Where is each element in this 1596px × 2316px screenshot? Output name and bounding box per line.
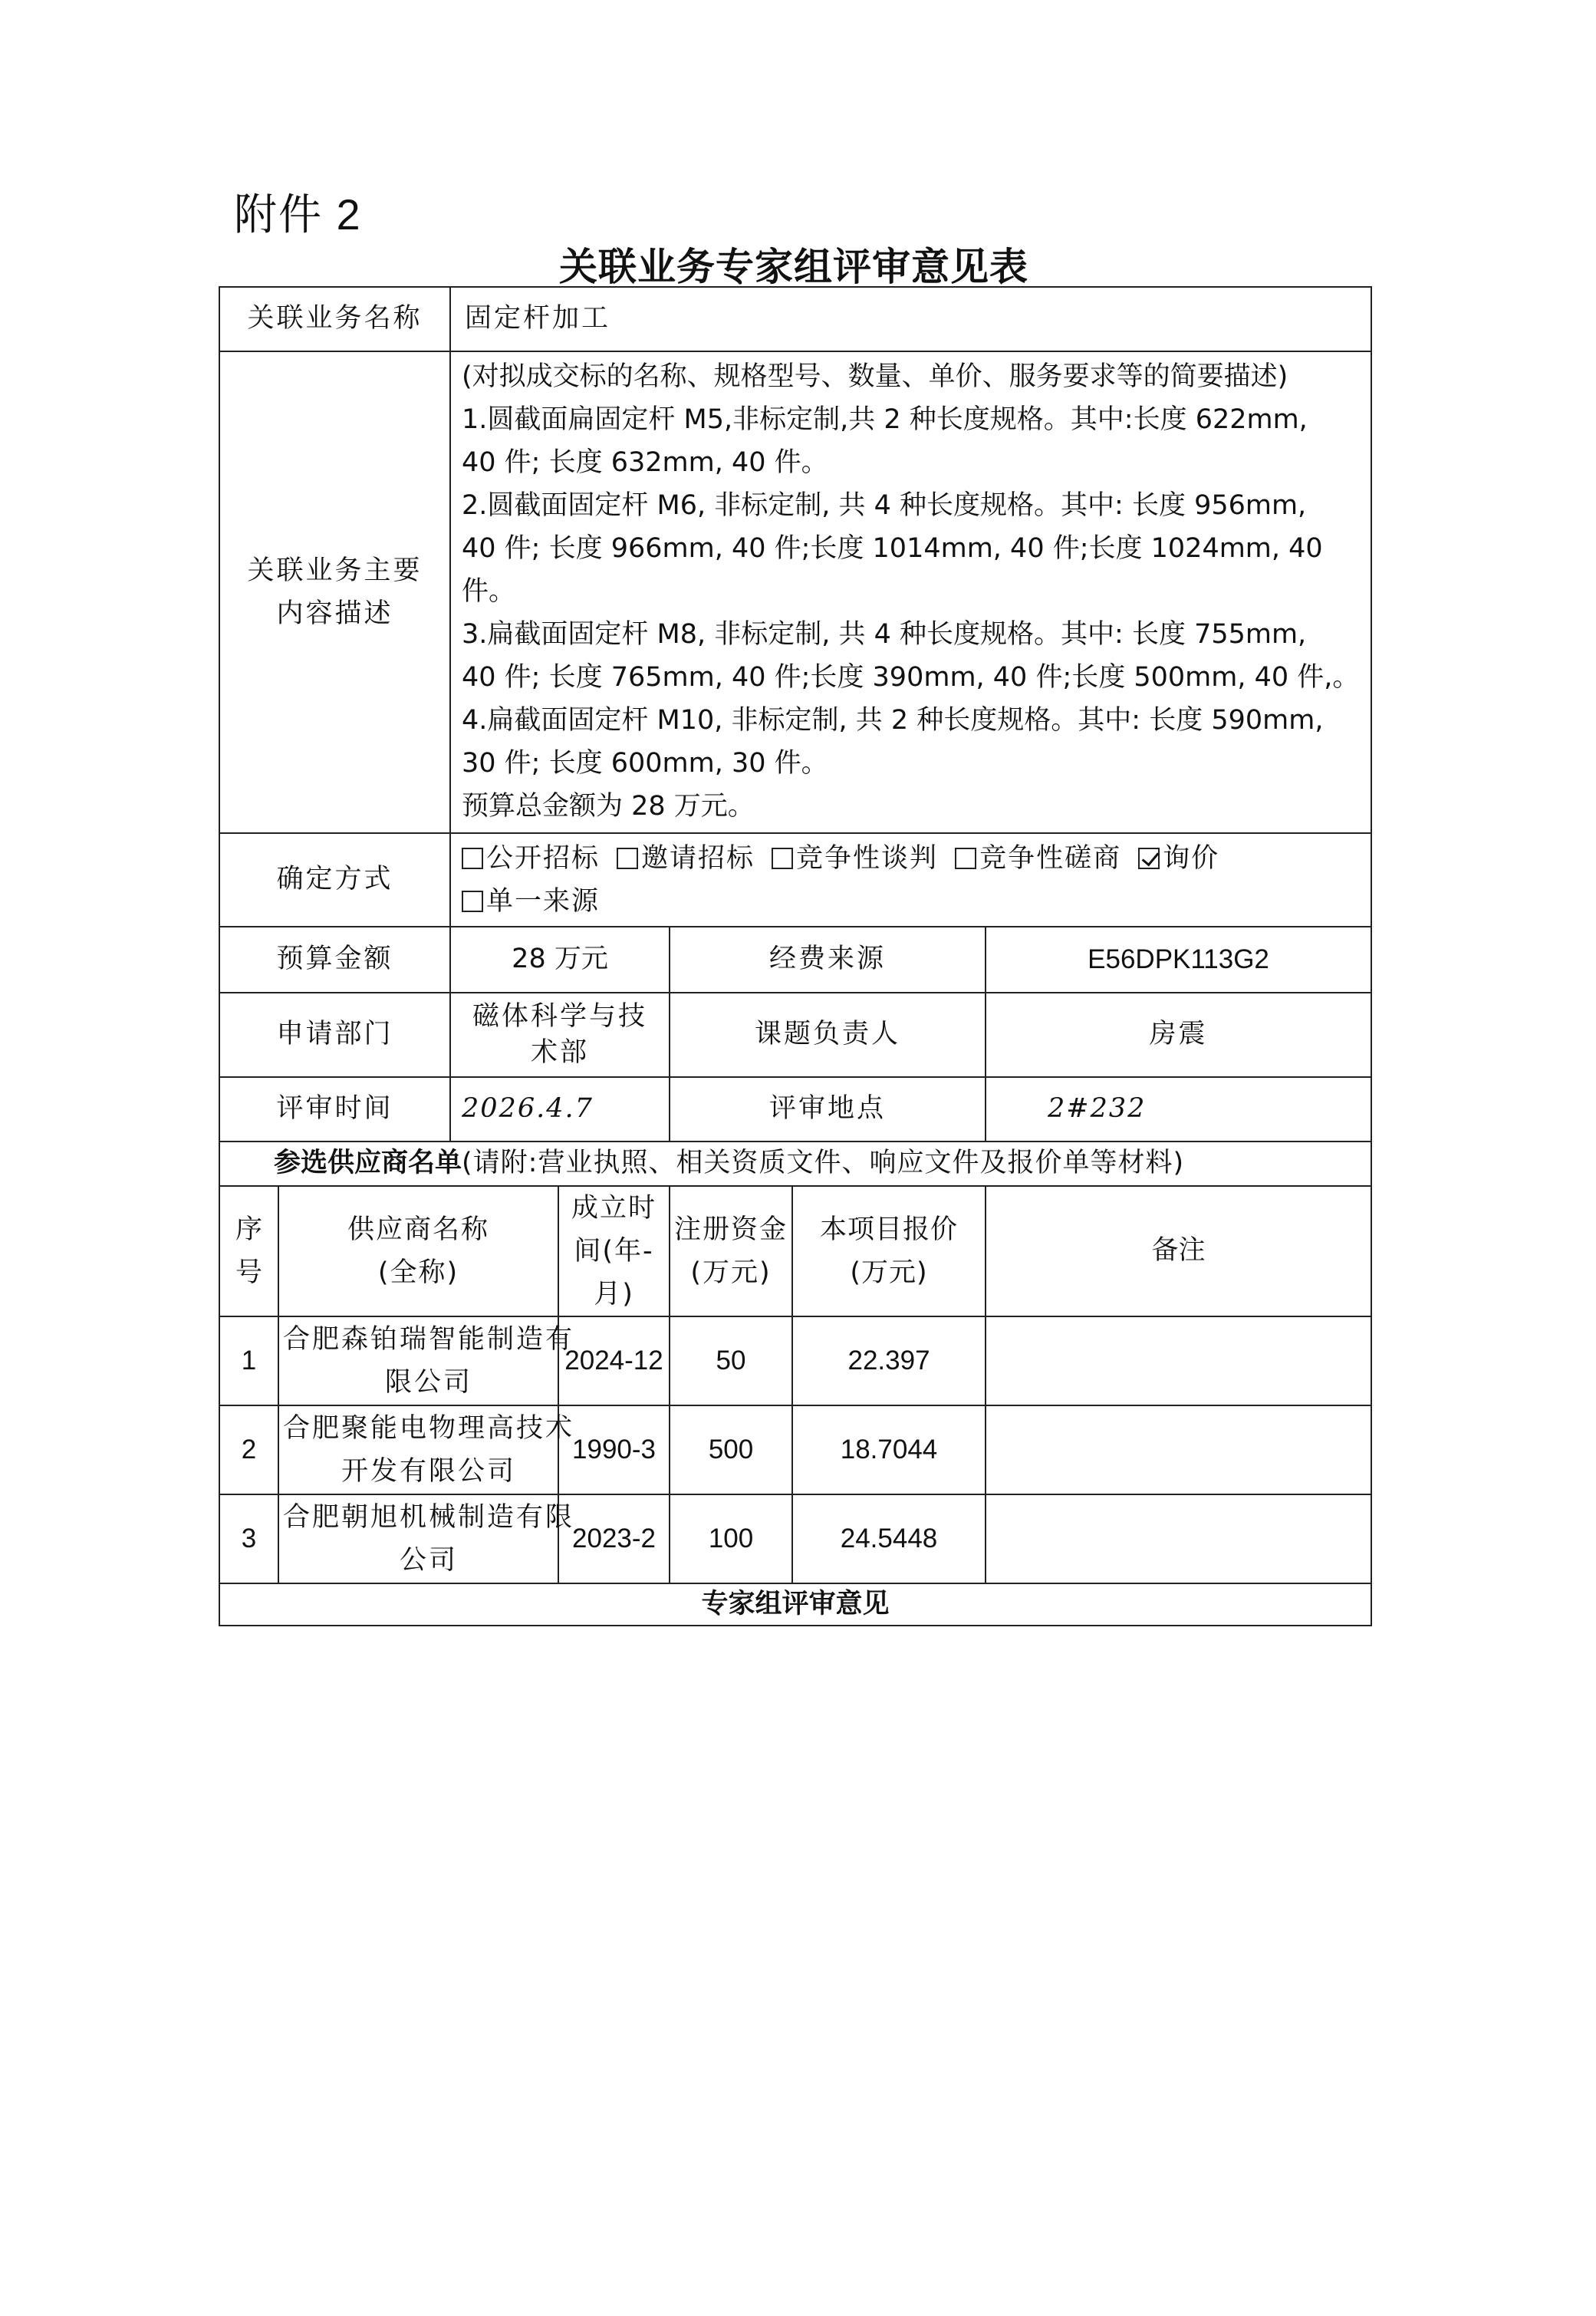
supplier-capital: 100 (670, 1494, 792, 1583)
supplier-remark (986, 1405, 1371, 1494)
method-label: 确定方式 (219, 833, 450, 927)
budget-label: 预算金额 (219, 927, 450, 993)
review-time-row (219, 1077, 1371, 1142)
col-header-founded: 成立时间(年-月) (558, 1186, 670, 1316)
attachment-label: 附件 2 (234, 190, 362, 239)
col-header-no: 序号 (219, 1186, 278, 1316)
description-line: 40 件; 长度 632mm, 40 件。 (462, 447, 828, 478)
supplier-row (219, 1316, 1371, 1405)
supplier-name: 合肥朝旭机械制造有限公司 (278, 1494, 558, 1583)
fund-source-value: E56DPK113G2 (986, 927, 1371, 993)
review-time-label: 评审时间 (219, 1077, 450, 1142)
col-header-quote: 本项目报价(万元) (792, 1186, 986, 1316)
col-header-remark: 备注 (986, 1186, 1371, 1316)
description-line: 40 件; 长度 765mm, 40 件;长度 390mm, 40 件;长度 500mm, 40 件,。 (462, 662, 1360, 693)
business-name-label: 关联业务名称 (219, 287, 450, 351)
opinion-heading-row (219, 1583, 1371, 1626)
budget-value: 28 万元 (450, 927, 670, 993)
method-option-consultation[interactable]: 竞争性磋商 (955, 837, 1121, 880)
budget-row (219, 927, 1371, 993)
supplier-no: 1 (219, 1316, 278, 1405)
suppliers-note: (请附:营业执照、相关资质文件、响应文件及报价单等材料) (462, 1148, 1185, 1179)
suppliers-header-row (219, 1186, 1371, 1316)
supplier-founded: 2023-2 (558, 1494, 670, 1583)
method-options (450, 833, 1371, 927)
opinion-heading: 专家组评审意见 (219, 1583, 1371, 1626)
description-line: 1.圆截面扁固定杆 M5,非标定制,共 2 种长度规格。其中:长度 622mm, (462, 404, 1308, 435)
method-option-public[interactable]: 公开招标 (462, 837, 600, 880)
business-name-value: 固定杆加工 (450, 287, 1371, 351)
checkbox-icon[interactable] (617, 848, 638, 869)
project-leader-label: 课题负责人 (670, 993, 986, 1077)
form-title: 关联业务专家组评审意见表 (559, 245, 1028, 289)
review-time-handwritten: 2026.4.7 (450, 1077, 670, 1142)
description-line: 4.扁截面固定杆 M10, 非标定制, 共 2 种长度规格。其中: 长度 590mm, (462, 705, 1324, 736)
description-line: 3.扁截面固定杆 M8, 非标定制, 共 4 种长度规格。其中: 长度 755mm, (462, 619, 1307, 650)
supplier-quote: 22.397 (792, 1316, 986, 1405)
description-line: 件。 (462, 576, 516, 607)
supplier-quote: 24.5448 (792, 1494, 986, 1583)
suppliers-heading: 参选供应商名单(请附:营业执照、相关资质文件、响应文件及报价单等材料) (219, 1142, 1371, 1186)
supplier-no: 3 (219, 1494, 278, 1583)
supplier-remark (986, 1494, 1371, 1583)
project-leader-value: 房震 (986, 993, 1371, 1077)
business-name-row (219, 287, 1371, 351)
review-place-handwritten: 2#232 (986, 1077, 1371, 1142)
supplier-name: 合肥森铂瑞智能制造有限公司 (278, 1316, 558, 1405)
checkbox-icon[interactable] (772, 848, 793, 869)
description-label: 关联业务主要内容描述 (219, 351, 450, 833)
supplier-no: 2 (219, 1405, 278, 1494)
col-header-capital: 注册资金(万元) (670, 1186, 792, 1316)
description-content (450, 351, 1371, 833)
description-line: 2.圆截面固定杆 M6, 非标定制, 共 4 种长度规格。其中: 长度 956mm, (462, 490, 1307, 521)
supplier-remark (986, 1316, 1371, 1405)
supplier-name: 合肥聚能电物理高技术开发有限公司 (278, 1405, 558, 1494)
department-label: 申请部门 (219, 993, 450, 1077)
supplier-capital: 50 (670, 1316, 792, 1405)
review-place-label: 评审地点 (670, 1077, 986, 1142)
checkbox-icon[interactable] (462, 891, 483, 912)
method-option-inquiry[interactable]: 询价 (1138, 837, 1219, 880)
supplier-capital: 500 (670, 1405, 792, 1494)
description-row (219, 351, 1371, 833)
supplier-founded: 1990-3 (558, 1405, 670, 1494)
checkbox-icon[interactable] (955, 848, 976, 869)
method-row (219, 833, 1371, 927)
description-line: (对拟成交标的名称、规格型号、数量、单价、服务要求等的简要描述) (462, 361, 1288, 392)
description-line: 40 件; 长度 966mm, 40 件;长度 1014mm, 40 件;长度 1024mm, 40 (462, 533, 1323, 564)
supplier-row (219, 1405, 1371, 1494)
department-row (219, 993, 1371, 1077)
fund-source-label: 经费来源 (670, 927, 986, 993)
review-form-table (219, 286, 1372, 1626)
method-option-invite[interactable]: 邀请招标 (617, 837, 755, 880)
suppliers-heading-row (219, 1142, 1371, 1186)
checked-checkbox-icon[interactable] (1138, 848, 1160, 869)
department-value: 磁体科学与技术部 (450, 993, 670, 1077)
method-option-single-source[interactable]: 单一来源 (462, 880, 600, 923)
checkbox-icon[interactable] (462, 848, 483, 869)
description-line: 30 件; 长度 600mm, 30 件。 (462, 748, 828, 779)
supplier-quote: 18.7044 (792, 1405, 986, 1494)
supplier-row (219, 1494, 1371, 1583)
method-option-negotiation[interactable]: 竞争性谈判 (772, 837, 938, 880)
description-line: 预算总金额为 28 万元。 (462, 791, 755, 822)
supplier-founded: 2024-12 (558, 1316, 670, 1405)
col-header-name: 供应商名称(全称) (278, 1186, 558, 1316)
